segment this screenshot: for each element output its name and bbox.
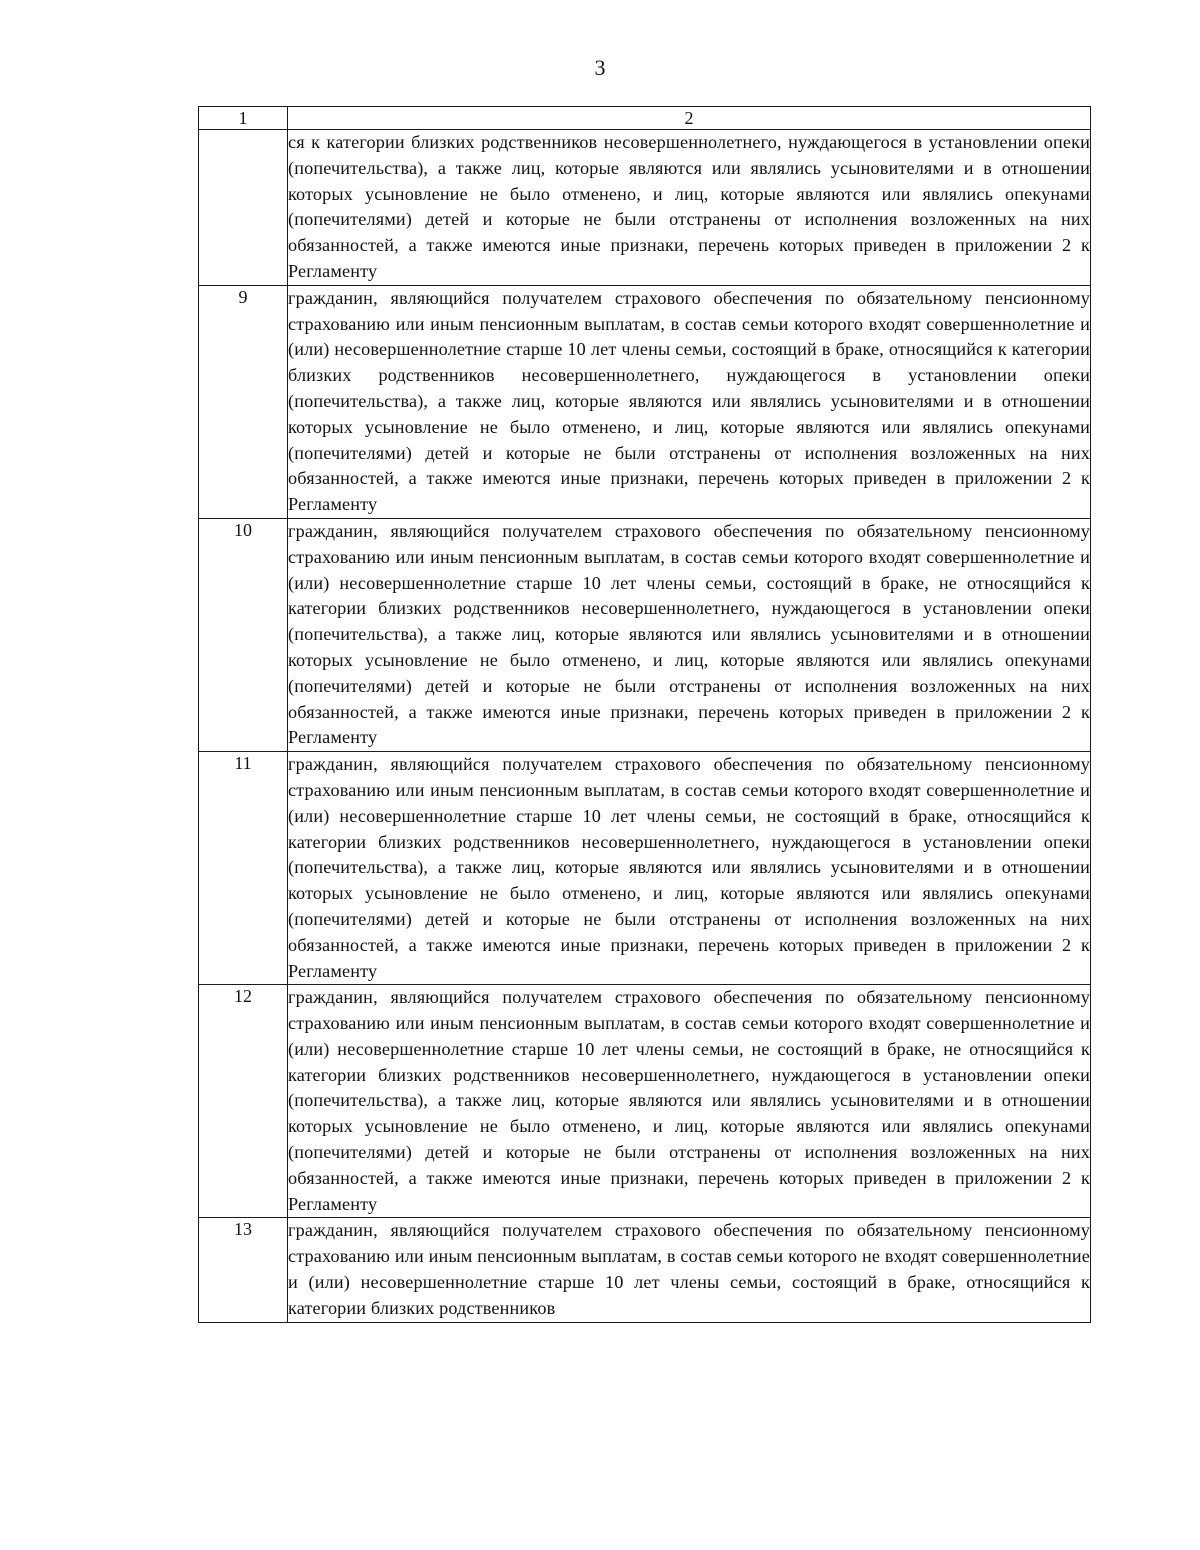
table-row <box>199 985 1091 1218</box>
row-text: гражданин, являющийся получателем страхового обеспечения по обязательному пенсионному страхованию или иным пенсионным выплатам, в состав семьи которого не входят совершеннолетние и (или) несовершеннолетние старше 10 лет члены семьи, состоящий в браке, относящийся к категории близких родственников <box>288 1218 1091 1322</box>
row-number <box>199 130 288 286</box>
row-number: 10 <box>199 518 288 751</box>
row-text: гражданин, являющийся получателем страхового обеспечения по обязательному пенсионному страхованию или иным пенсионным выплатам, в состав семьи которого входят совершеннолетние и (или) несовершеннолетние старше 10 лет члены семьи, не состоящий в браке, относящийся к категории близких родственников несовершеннолетнего, нуждающегося в установлении опеки (попечительства), а также лиц, которые являются или являлись усыновителями и в отношении которых усыновление не было отменено, и лиц, которые являются или являлись опекунами (попечителями) детей и которые не были отстранены от исполнения возложенных на них обязанностей, а также имеются иные признаки, перечень которых приведен в приложении 2 к Регламенту <box>288 752 1091 985</box>
row-text: гражданин, являющийся получателем страхового обеспечения по обязательному пенсионному страхованию или иным пенсионным выплатам, в состав семьи которого входят совершеннолетние и (или) несовершеннолетние старше 10 лет члены семьи, состоящий в браке, относящийся к категории близких родственников несовершеннолетнего, нуждающегося в установлении опеки (попечительства), а также лиц, которые являются или являлись усыновителями и в отношении которых усыновление не было отменено, и лиц, которые являются или являлись опекунами (попечителями) детей и которые не были отстранены от исполнения возложенных на них обязанностей, а также имеются иные признаки, перечень которых приведен в приложении 2 к Регламенту <box>288 285 1091 518</box>
row-number: 9 <box>199 285 288 518</box>
row-text: гражданин, являющийся получателем страхового обеспечения по обязательному пенсионному страхованию или иным пенсионным выплатам, в состав семьи которого входят совершеннолетние и (или) несовершеннолетние старше 10 лет члены семьи, состоящий в браке, не относящийся к категории близких родственников несовершеннолетнего, нуждающегося в установлении опеки (попечительства), а также лиц, которые являются или являлись усыновителями и в отношении которых усыновление не было отменено, и лиц, которые являются или являлись опекунами (попечителями) детей и которые не были отстранены от исполнения возложенных на них обязанностей, а также имеются иные признаки, перечень которых приведен в приложении 2 к Регламенту <box>288 518 1091 751</box>
table-row <box>199 285 1091 518</box>
table-row <box>199 518 1091 751</box>
table-row <box>199 1218 1091 1322</box>
row-text: гражданин, являющийся получателем страхового обеспечения по обязательному пенсионному страхованию или иным пенсионным выплатам, в состав семьи которого входят совершеннолетние и (или) несовершеннолетние старше 10 лет члены семьи, не состоящий в браке, не относящийся к категории близких родственников несовершеннолетнего, нуждающегося в установлении опеки (попечительства), а также лиц, которые являются или являлись усыновителями и в отношении которых усыновление не было отменено, и лиц, которые являются или являлись опекунами (попечителями) детей и которые не были отстранены от исполнения возложенных на них обязанностей, а также имеются иные признаки, перечень которых приведен в приложении 2 к Регламенту <box>288 985 1091 1218</box>
row-number: 12 <box>199 985 288 1218</box>
table-row <box>199 752 1091 985</box>
row-number: 13 <box>199 1218 288 1322</box>
document-table <box>198 106 1091 1323</box>
row-number: 11 <box>199 752 288 985</box>
table-row <box>199 130 1091 286</box>
page-number: 3 <box>594 55 606 80</box>
column-number-header: 1 <box>199 107 288 130</box>
column-text-header: 2 <box>288 107 1091 130</box>
row-text: ся к категории близких родственников несовершеннолетнего, нуждающегося в установлении опеки (попечительства), а также лиц, которые являются или являлись усыновителями и в отношении которых усыновление не было отменено, и лиц, которые являются или являлись опекунами (попечителями) детей и которые не были отстранены от исполнения возложенных на них обязанностей, а также имеются иные признаки, перечень которых приведен в приложении 2 к Регламенту <box>288 130 1091 286</box>
table-header-row <box>199 107 1091 130</box>
